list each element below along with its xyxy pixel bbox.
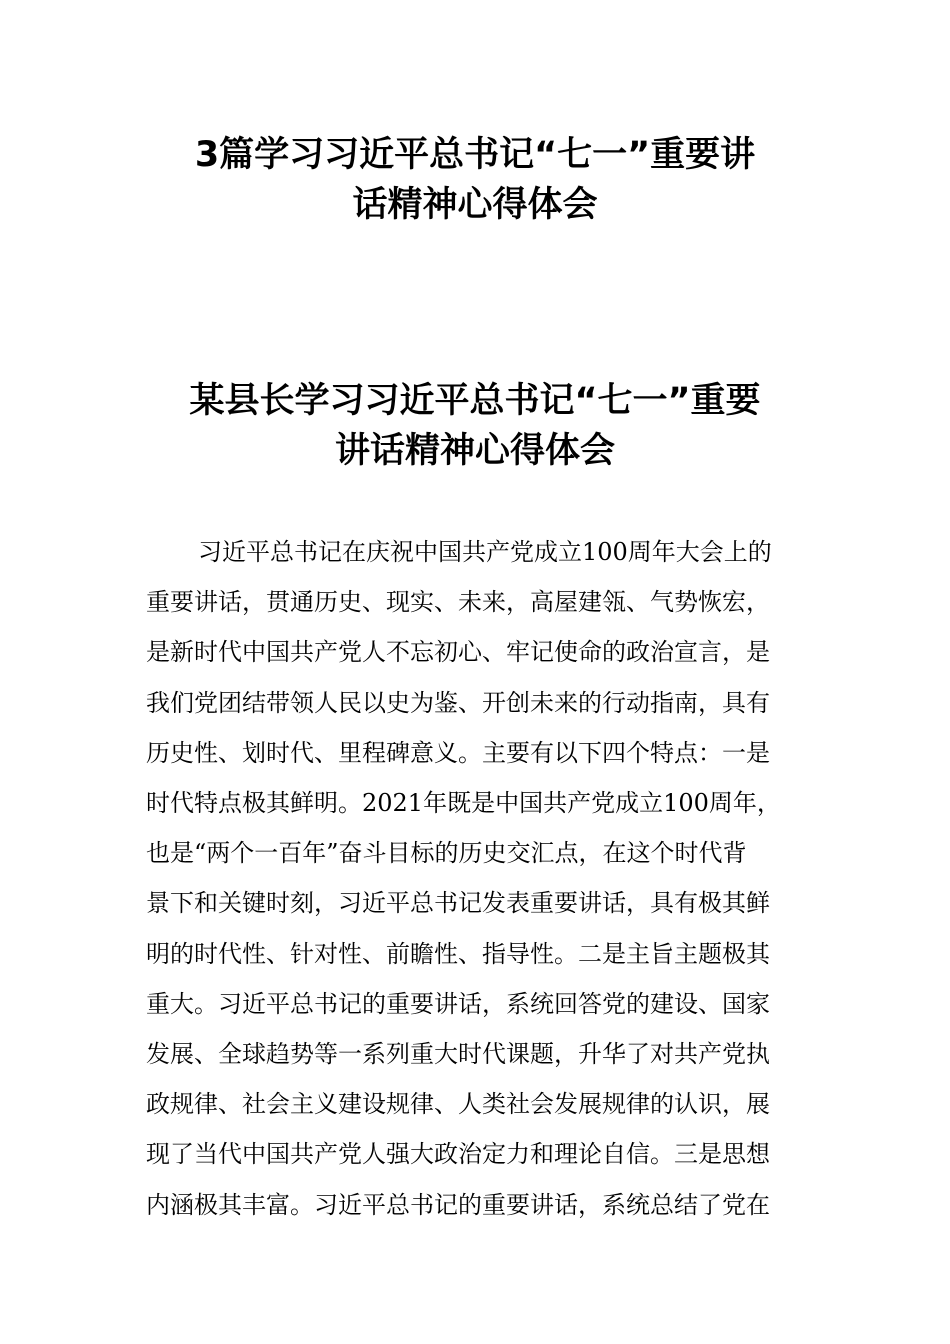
- body-line: 是新时代中国共产党人不忘初心、牢记使命的政治宣言，是: [146, 638, 770, 667]
- article-title-line: 讲话精神心得体会: [334, 431, 615, 471]
- body-line: 重要讲话，贯通历史、现实、未来，高屋建瓴、气势恢宏，: [146, 588, 770, 617]
- document-title: [150, 130, 800, 230]
- body-line: 景下和关键时刻，习近平总书记发表重要讲话，具有极其鲜: [146, 889, 770, 918]
- body-line: 习近平总书记在庆祝中国共产党成立100周年大会上的: [198, 538, 772, 566]
- body-line: 也是“两个一百年”奋斗目标的历史交汇点，在这个时代背: [146, 839, 747, 868]
- body-line: 内涵极其丰富。习近平总书记的重要讲话，系统总结了党在: [146, 1190, 770, 1219]
- body-line: 现了当代中国共产党人强大政治定力和理论自信。三是思想: [146, 1140, 770, 1169]
- article-title: [150, 376, 800, 476]
- body-line: 发展、全球趋势等一系列重大时代课题，升华了对共产党执: [146, 1040, 770, 1069]
- document-title-line: 话精神心得体会: [352, 185, 598, 225]
- body-line: 重大。习近平总书记的重要讲话，系统回答党的建设、国家: [146, 989, 770, 1018]
- body-line: 时代特点极其鲜明。2021年既是中国共产党成立100周年，: [146, 789, 781, 818]
- document-title-line: 3篇学习习近平总书记“七一”重要讲: [194, 135, 756, 175]
- article-title-line: 某县长学习习近平总书记“七一”重要: [189, 381, 761, 421]
- body-line: 明的时代性、针对性、前瞻性、指导性。二是主旨主题极其: [146, 939, 770, 968]
- body-line: 历史性、划时代、里程碑意义。主要有以下四个特点：一是: [146, 738, 770, 767]
- body-paragraph: [146, 527, 836, 1230]
- body-line: 我们党团结带领人民以史为鉴、开创未来的行动指南，具有: [146, 688, 770, 717]
- body-line: 政规律、社会主义建设规律、人类社会发展规律的认识，展: [146, 1090, 770, 1119]
